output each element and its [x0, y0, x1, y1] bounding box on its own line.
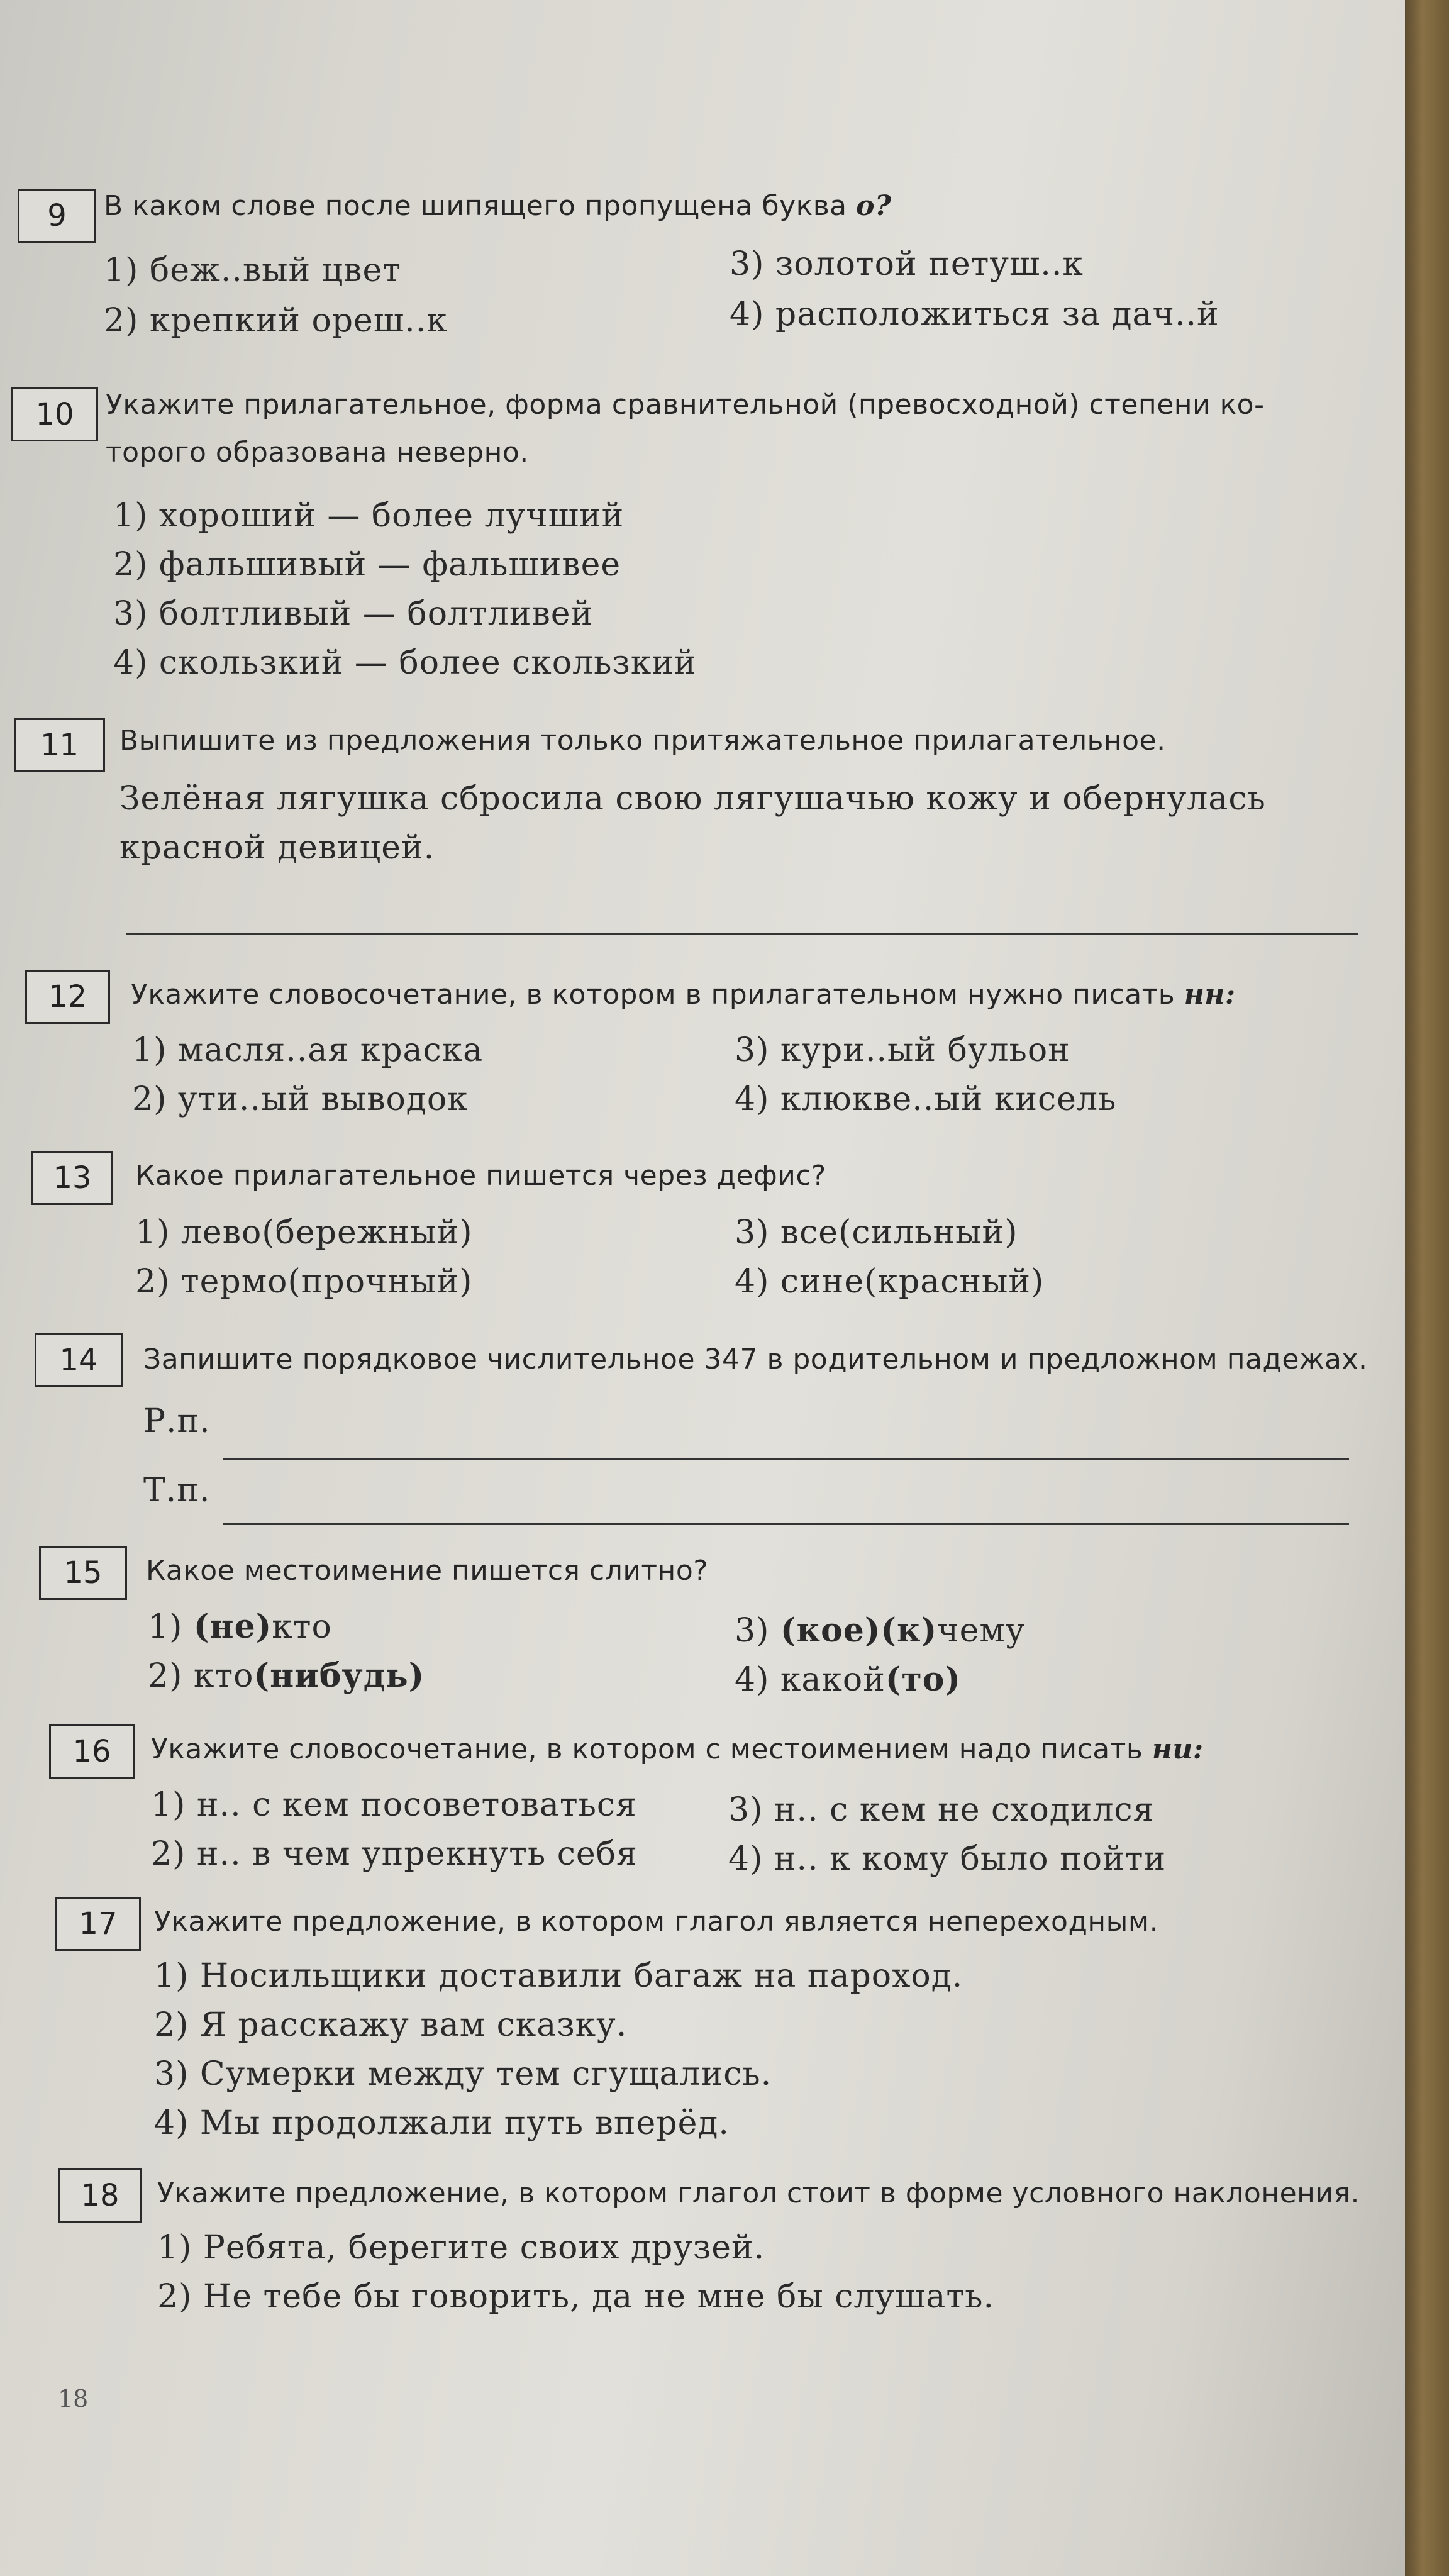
table-surface — [1405, 0, 1449, 2576]
answer-line-tp[interactable] — [223, 1523, 1349, 1525]
option: 2) термо(прочный) — [135, 1263, 473, 1301]
prompt-letter: ни: — [1152, 1733, 1204, 1765]
option: 4) н.. к кому было пойти — [728, 1840, 1167, 1878]
prompt-text: Укажите прилагательное, форма сравнительной (превосходной) степени ко- — [106, 389, 1265, 421]
option: 3) Сумерки между тем сгущались. — [154, 2055, 772, 2093]
task-prompt: Выпишите из предложения только притяжательное прилагательное. — [119, 724, 1166, 757]
option: 4) клюкве..ый кисель — [735, 1080, 1117, 1118]
task-number: 13 — [31, 1151, 113, 1205]
task-number: 11 — [14, 718, 105, 772]
task-prompt — [104, 182, 891, 230]
prompt-letter: о? — [856, 190, 892, 222]
sentence-line: Зелёная лягушка сбросила свою лягушачью кожу и обернулась — [119, 780, 1266, 818]
answer-line-rp[interactable] — [223, 1458, 1349, 1460]
task-number: 14 — [35, 1333, 123, 1387]
option: 1) Носильщики доставили багаж на пароход. — [154, 1957, 963, 1995]
option: 4) Мы продолжали путь вперёд. — [154, 2104, 730, 2142]
task-prompt: Запишите порядковое числительное 347 в родительном и предложном падежах. — [143, 1343, 1368, 1375]
option: 2) Не тебе бы говорить, да не мне бы слушать. — [157, 2278, 994, 2316]
option: 3) золотой петуш..к — [730, 245, 1084, 283]
option: 1) лево(бережный) — [135, 1214, 473, 1252]
task-prompt — [131, 971, 1236, 1019]
prompt-text: Укажите словосочетание, в котором в прилагательном нужно писать — [131, 979, 1175, 1011]
prompt-letter: нн: — [1184, 979, 1236, 1011]
option: 4) скользкий — более скользкий — [113, 644, 697, 682]
option: 4) сине(красный) — [735, 1263, 1045, 1301]
option: 1) (не)кто — [148, 1607, 332, 1646]
option: 3) кури..ый бульон — [735, 1031, 1070, 1069]
task-prompt: Какое местоимение пишется слитно? — [146, 1555, 709, 1587]
answer-line[interactable] — [126, 933, 1358, 935]
field-label: Т.п. — [143, 1472, 211, 1509]
option: 3) н.. с кем не сходился — [728, 1791, 1155, 1829]
option: 2) фальшивый — фальшивее — [113, 546, 621, 584]
task-prompt: Какое прилагательное пишется через дефис? — [135, 1160, 826, 1192]
option: 1) масля..ая краска — [132, 1031, 484, 1069]
task-number: 15 — [39, 1546, 127, 1600]
option: 1) беж..вый цвет — [104, 252, 401, 289]
field-label: Р.п. — [143, 1402, 211, 1440]
task-prompt: Укажите предложение, в котором глагол является непереходным. — [154, 1906, 1159, 1938]
prompt-text: В каком слове после шипящего пропущена буква — [104, 190, 847, 222]
option: 2) н.. в чем упрекнуть себя — [151, 1835, 638, 1873]
option: 3) болтливый — болтливей — [113, 595, 594, 633]
sentence-line: красной девицей. — [119, 829, 435, 867]
option: 2) крепкий ореш..к — [104, 302, 448, 340]
task-prompt: Укажите предложение, в котором глагол стоит в форме условного наклонения. — [157, 2177, 1360, 2209]
option: 2) кто(нибудь) — [148, 1657, 425, 1695]
option: 4) расположиться за дач..й — [730, 296, 1219, 333]
task-number: 17 — [55, 1897, 141, 1951]
task-prompt — [106, 381, 1264, 477]
option: 1) н.. с кем посоветоваться — [151, 1786, 637, 1824]
task-number: 10 — [11, 387, 98, 441]
task-number: 12 — [25, 970, 110, 1024]
option: 2) Я расскажу вам сказку. — [154, 2006, 628, 2044]
option: 3) все(сильный) — [735, 1214, 1018, 1252]
option: 1) хороший — более лучший — [113, 497, 625, 535]
task-number: 9 — [18, 189, 96, 243]
prompt-text: Укажите словосочетание, в котором с местоимением надо писать — [151, 1733, 1143, 1765]
task-number: 16 — [49, 1724, 135, 1779]
task-number: 18 — [58, 2168, 142, 2223]
option: 1) Ребята, берегите своих друзей. — [157, 2229, 765, 2267]
task-prompt — [151, 1726, 1204, 1774]
prompt-text-line2: торого образована неверно. — [106, 436, 529, 469]
page-number: 18 — [58, 2385, 89, 2412]
option: 3) (кое)(к)чему — [735, 1611, 1026, 1650]
option: 4) какой(то) — [735, 1660, 961, 1699]
option: 2) ути..ый выводок — [132, 1080, 469, 1118]
